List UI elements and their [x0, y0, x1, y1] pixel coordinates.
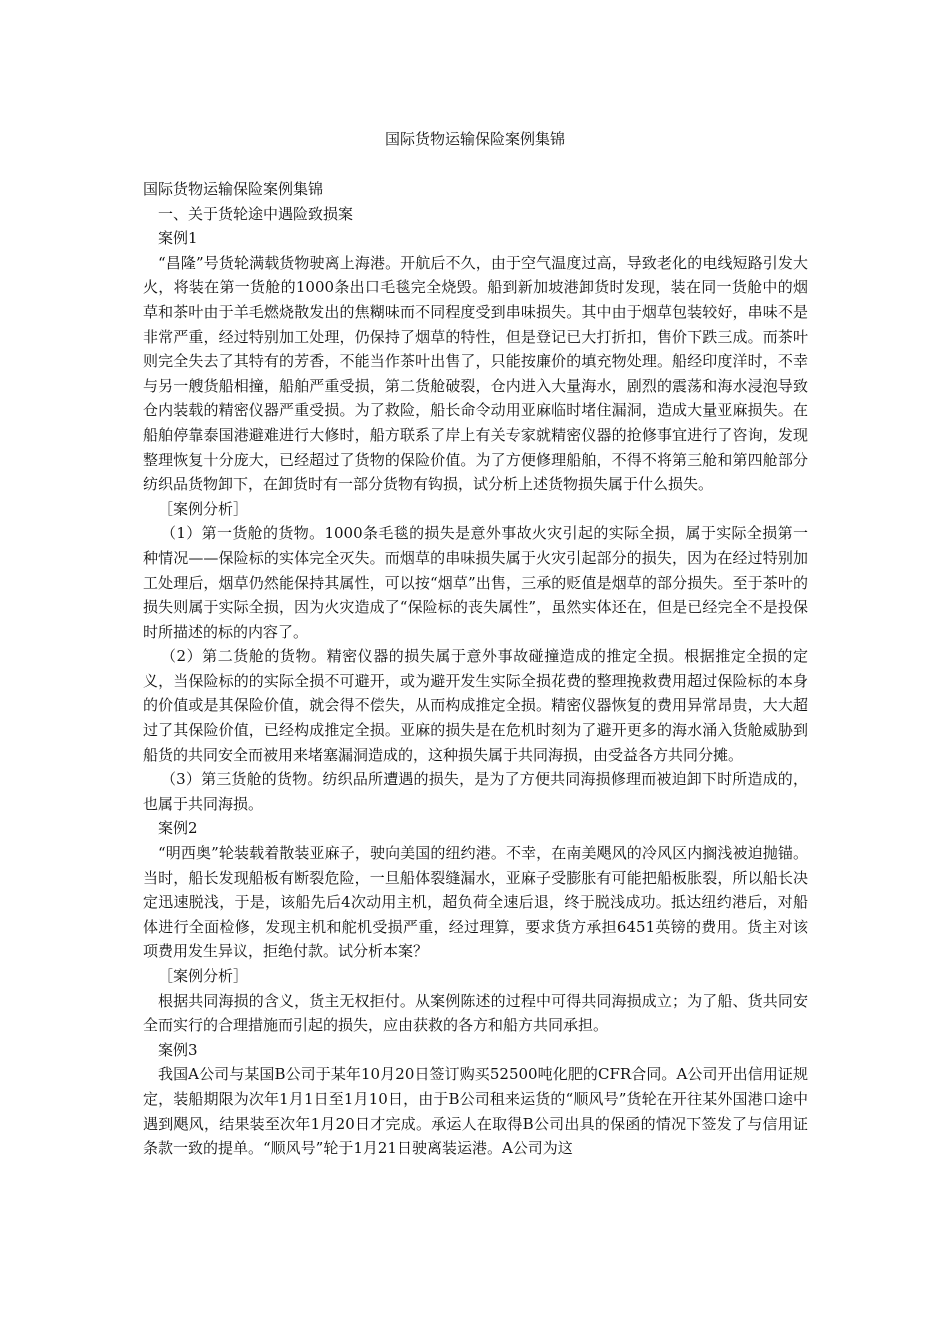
case-label: 案例1 — [158, 229, 198, 248]
analysis-paragraph: （1）第一货舱的货物。1000条毛毯的损失是意外事故火灾引起的实际全损，属于实际全损第一种情况——保险标的实体完全灭失。而烟草的串味损失属于火灾引起部分的损失，因为在经过特别加工处理后，烟草仍然能保持其属性，可以按“烟草”出售，三承的贬值是烟草的部分损失。至于茶叶的损失则属于实际全损，因为火灾造成了“保险标的丧失属性”，虽然实体还在，但是已经完全不是投保时所描述的标的内容了。 — [143, 524, 808, 641]
analysis-label: ［案例分析］ — [158, 499, 249, 518]
case-label: 案例2 — [158, 819, 198, 838]
section-heading: 一、关于货轮途中遇险致损案 — [158, 204, 354, 223]
case-body-paragraph: “明西奥”轮装载着散装亚麻子，驶向美国的纽约港。不幸，在南美飓风的冷风区内搁浅被迫抛锚。当时，船长发现船板有断裂危险，一旦船体裂缝漏水，亚麻子受膨胀有可能把船板胀裂，所以船长决定迅速脱浅，于是，该船先后4次动用主机，超负荷全速后退，终于脱浅成功。抵达纽约港后，对船体进行全面检修，发现主机和舵机受损严重，经过理算，要求货方承担6451英镑的费用。货主对该项费用发生异议，拒绝付款。试分析本案？ — [143, 844, 808, 961]
case-body-paragraph: “昌隆”号货轮满载货物驶离上海港。开航后不久，由于空气温度过高，导致老化的电线短路引发大火，将装在第一货舱的1000条出口毛毯完全烧毁。船到新加坡港卸货时发现，装在同一货舱中的烟草和茶叶由于羊毛燃烧散发出的焦糊味而不同程度受到串味损失。其中由于烟草包装较好，串味不是非常严重，经过特别加工处理，仍保持了烟草的特性，但是登记已大打折扣，售价下跌三成。而茶叶则完全失去了其特有的芳香，不能当作茶叶出售了，只能按廉价的填充物处理。船经印度洋时，不幸与另一艘货船相撞，船舶严重受损，第二货舱破裂，仓内进入大量海水，剧烈的震荡和海水浸泡导致仓内装载的精密仪器严重受损。为了救险，船长命令动用亚麻临时堵住漏洞，造成大量亚麻损失。在船舶停靠泰国港避难进行大修时，船方联系了岸上有关专家就精密仪器的抢修事宜进行了咨询，发现整理恢复十分庞大，已经超过了货物的保险价值。为了方便修理船舶，不得不将第三舱和第四舱部分纺织品货物卸下，在卸货时有一部分货物有钩损，试分析上述货物损失属于什么损失。 — [143, 253, 808, 494]
document-body — [143, 177, 808, 1161]
analysis-paragraph: 根据共同海损的含义，货主无权拒付。从案例陈述的过程中可得共同海损成立；为了船、货共同安全而实行的合理措施而引起的损失，应由获救的各方和船方共同承担。 — [143, 991, 808, 1035]
case-label: 案例3 — [158, 1040, 198, 1059]
document-title: 国际货物运输保险案例集锦 — [384, 130, 565, 148]
analysis-paragraph: （2）第二货舱的货物。精密仪器的损失属于意外事故碰撞造成的推定全损。根据推定全损的定义，当保险标的的实际全损不可避开，或为避开发生实际全损花费的整理挽救费用超过保险标的本身的价值或是其保险价值，就会得不偿失，从而构成推定全损。精密仪器恢复的费用异常昂贵，大大超过了其保险价值，已经构成推定全损。亚麻的损失是在危机时刻为了避开更多的海水涌入货舱威胁到船货的共同安全而被用来堵塞漏洞造成的，这种损失属于共同海损，由受益各方共同分摊。 — [143, 647, 808, 764]
case-body-paragraph: 我国A公司与某国B公司于某年10月20日签订购买52500吨化肥的CFR合同。A公司开出信用证规定，装船期限为次年1月1日至1月10日，由于B公司租来运货的“顺风号”货轮在开往某外国港口途中遇到飓风，结果装至次年1月20日才完成。承运人在取得B公司出具的保函的情况下签发了与信用证条款一致的提单。“顺风号”轮于1月21日驶离装运港。A公司为这 — [143, 1065, 808, 1158]
analysis-paragraph: （3）第三货舱的货物。纺织品所遭遇的损失，是为了方便共同海损修理而被迫卸下时所造成的，也属于共同海损。 — [143, 770, 808, 813]
document-heading: 国际货物运输保险案例集锦 — [143, 180, 324, 198]
analysis-label: ［案例分析］ — [158, 967, 249, 985]
